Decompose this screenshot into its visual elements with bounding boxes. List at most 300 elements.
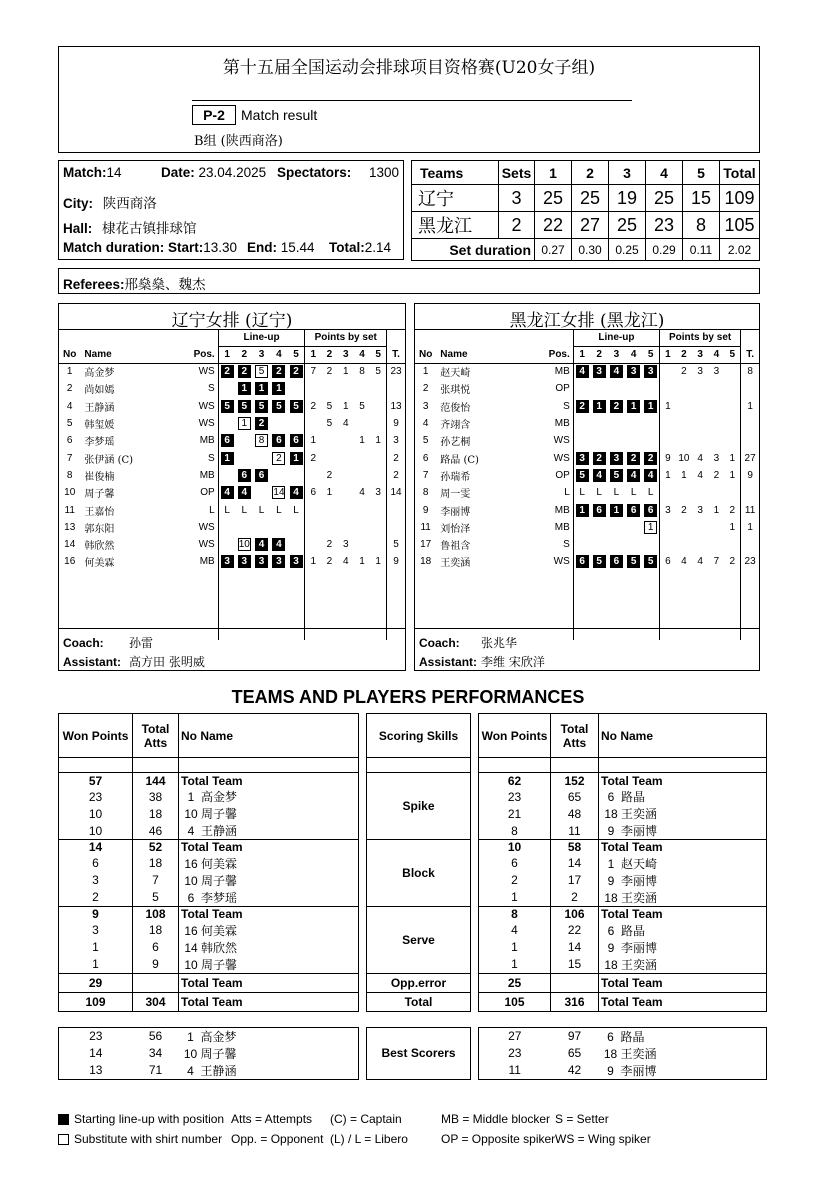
total-points [741,432,759,449]
player-row: 8 周一雯 L L L L L L [415,484,759,501]
libero-mark: L [647,487,654,499]
set-points: 1 [729,469,736,481]
set-points [370,449,386,466]
no-header: No [418,348,433,360]
performance-row: 10 46 4 王静涵 8 11 9 李丽博 [59,822,767,840]
set-number: 5 [375,349,381,360]
set-number: 4 [359,349,365,360]
player-row: 4 齐翊含 MB [415,415,759,432]
player-row: 18 王奕涵 WS 6 5 6 5 5 6 4 4 7 2 23 [415,553,759,570]
starter-position: 2 [290,365,303,378]
player-row: 4 王静涵 WS 5 5 5 5 5 2 5 1 5 13 [59,398,405,415]
legend-row-2: Substitute with shirt number Opp. = Opponent (L) / L = Libero OP = Opposite spiker WS = Wing spiker [58,1132,758,1152]
set-header: 5 [683,161,720,185]
total-row: 109 304 Total Team Total 105 316 Total Team [59,992,767,1011]
set-points [305,380,321,397]
team-a-title: 辽宁女排 (辽宁) [171,311,293,331]
total-header: T. [741,346,759,363]
set-points [692,432,708,449]
substitute-number: 2 [272,452,285,465]
starter-position: 1 [593,400,606,413]
atts-header: Total Atts [551,714,599,758]
set-points [724,536,740,553]
match-line: Match:14 [63,165,122,180]
set-points: 3 [697,504,703,516]
set-points: 2 [305,449,321,466]
set-points [354,536,370,553]
total-points: 11 [741,501,759,518]
starter-position: 2 [576,400,589,413]
libero-mark: L [630,487,637,499]
total-points [741,536,759,553]
total-header: Total [720,161,760,185]
starter-position: 5 [221,400,234,413]
starter-position: 3 [644,365,657,378]
starter-position: 6 [644,504,657,517]
total-points [387,380,405,397]
pos-header: Pos. [548,348,570,360]
starter-square-icon [58,1114,69,1125]
player-row: 7 张伊涵 (C) S 1 2 1 2 2 [59,449,405,466]
set-points: 2 [326,556,333,568]
set-number: 2 [681,349,687,360]
won-header: Won Points [479,714,551,758]
set-points [676,536,692,553]
set-points [354,519,370,536]
starter-position: 2 [627,452,640,465]
substitute-number: 5 [255,365,268,378]
team-a-box [58,303,406,671]
set-points: 4 [697,452,703,464]
team-a-assistant: Assistant: 高方田 张明威 [63,655,205,669]
set-points: 1 [342,366,349,378]
set-points: 7 [713,556,720,568]
starter-position: 2 [255,417,268,430]
atts-header: Total Atts [133,714,179,758]
set-points [370,467,386,484]
total-points: 9 [387,415,405,432]
referees-line: Referees:邢燊燊、魏杰 [63,277,206,293]
noname-header: No Name [179,714,359,758]
set-header: 1 [535,161,572,185]
performance-row: 2 5 6 李梦瑶 1 2 18 王奕涵 [59,889,767,907]
set-points [692,380,708,397]
spectators-label: Spectators: [277,165,352,180]
set-points [692,519,708,536]
starter-position: 5 [627,555,640,568]
total-header: T. [387,346,405,363]
set-number: 3 [697,349,703,360]
starter-position: 6 [627,504,640,517]
set-number: 3 [258,349,265,360]
total-points: 23 [387,363,405,380]
total-points [387,519,405,536]
skill-label: Block [367,840,471,907]
skill-label: Spike [367,773,471,840]
set-number: 5 [293,349,299,360]
performance-row: 3 7 10 周子馨 2 17 9 李丽博 [59,872,767,889]
set-points: 4 [697,469,703,481]
lineup-header: Line-up [218,329,305,346]
total-points [741,380,759,397]
starter-position: 2 [644,452,657,465]
set-points [692,415,708,432]
total-points: 5 [387,536,405,553]
set-points [708,536,724,553]
set-points: 1 [660,467,676,484]
player-row: 9 李丽博 MB 1 6 1 6 6 3 2 3 1 2 11 [415,501,759,518]
set-points [660,484,676,501]
set-points [338,467,354,484]
set-points: 2 [729,556,736,568]
set-points [354,415,370,432]
player-row: 11 刘怡泽 MB 1 1 1 [415,519,759,536]
set-points [370,398,386,415]
starter-position: 5 [290,400,303,413]
set-points [305,501,321,518]
set-number: 1 [660,346,676,363]
starter-position: 1 [221,452,234,465]
starter-position: 4 [644,469,657,482]
set-points: 2 [305,398,321,415]
player-row: 14 韩欣然 WS 10 4 4 2 3 5 [59,536,405,553]
set-points: 4 [359,487,365,499]
starter-position: 2 [593,452,606,465]
total-points: 23 [741,553,759,570]
result-label: Match result [241,107,318,123]
points-header: Points by set [660,329,741,346]
substitute-square-icon [58,1134,69,1145]
set-points [708,415,724,432]
title-rule [192,100,632,101]
player-row: 10 周子馨 OP 4 4 14 4 6 1 4 3 14 [59,484,405,501]
set-points: 1 [729,452,736,464]
set-number: 3 [613,349,620,360]
libero-mark: L [596,487,602,499]
set-points: 1 [342,400,349,412]
team-a-coach: Coach: 孙雷 [63,636,154,650]
set-points [676,484,692,501]
set-points: 2 [681,504,687,516]
set-points: 3 [660,501,676,518]
set-points [338,501,354,518]
starter-position: 5 [644,555,657,568]
skill-label: Serve [367,906,471,973]
best-scorer-row: 14 34 10 周子馨 23 65 18 王奕涵 [59,1045,767,1062]
starter-position: 5 [255,400,268,413]
set-number: 1 [573,346,590,363]
total-points: 9 [741,467,759,484]
set-points [305,415,321,432]
teams-header: Teams [412,161,499,185]
set-points: 1 [326,487,333,499]
starter-position: 1 [238,382,251,395]
total-points: 27 [741,449,759,466]
starter-position: 1 [627,400,640,413]
starter-position: 4 [627,469,640,482]
set-points: 1 [729,521,736,533]
pos-header: Pos. [193,348,215,360]
total-points: 14 [387,484,405,501]
city-line: City: 陕西商洛 [63,196,157,212]
set-points [708,380,724,397]
set-points: 6 [660,553,676,570]
referees-box [58,268,760,294]
set-points [370,501,386,518]
performance-title: TEAMS AND PLAYERS PERFORMANCES [231,687,585,707]
total-points: 1 [741,398,759,415]
set-points [724,363,740,380]
set-points: 4 [342,556,349,568]
team-b-coach: Coach: 张兆华 [419,636,518,650]
performance-row: 1 6 14 韩欣然 1 14 9 李丽博 [59,939,767,956]
set-points [321,432,337,449]
set-points [708,484,724,501]
starter-position: 4 [593,469,606,482]
set-points [660,519,676,536]
set-points: 3 [713,366,720,378]
set-points [305,536,321,553]
set-points [708,432,724,449]
starter-position: 6 [576,555,589,568]
set-points [370,519,386,536]
set-points: 2 [713,469,720,481]
set-points [692,536,708,553]
player-row: 13 郭东阳 WS [59,519,405,536]
starter-position: 1 [290,452,303,465]
total-points: 9 [387,553,405,570]
performance-row: 23 38 1 高金梦 23 65 6 路晶 [59,788,767,805]
noname-header: No Name [599,714,767,758]
performance-row: 3 18 16 何美霖 4 22 6 路晶 [59,922,767,939]
set-points [660,432,676,449]
total-points: 1 [741,519,759,536]
points-header: Points by set [305,329,387,346]
total-points: 2 [387,449,405,466]
player-row: 6 路晶 (C) WS 3 2 3 2 2 9 10 4 3 1 27 [415,449,759,466]
set-number: 4 [276,349,282,360]
starter-position: 3 [576,452,589,465]
set-points: 1 [359,556,365,568]
set-number: 5 [729,349,736,360]
spacer [59,329,218,346]
set-points [660,363,676,380]
set-points [724,432,740,449]
libero-mark: L [293,504,299,516]
set-points: 1 [305,553,321,570]
starter-position: 6 [221,434,234,447]
set-points: 1 [359,435,365,447]
player-row: 1 赵天崎 MB 4 3 4 3 3 2 3 3 8 [415,363,759,380]
performance-row: 10 18 10 周子馨 21 48 18 王奕涵 [59,805,767,822]
starter-position: 5 [576,469,589,482]
starter-position: 6 [290,434,303,447]
set-points [370,415,386,432]
set-points [660,380,676,397]
set-points: 4 [681,556,687,568]
player-row: 16 何美霖 MB 3 3 3 3 3 1 2 4 1 1 9 [59,553,405,570]
player-row: 7 孙瑞希 OP 5 4 5 4 4 1 1 4 2 1 9 [415,467,759,484]
spectators-value: 1300 [369,165,400,180]
set-points [338,449,354,466]
player-row: 2 张琪悦 OP [415,380,759,397]
starter-position: 1 [255,382,268,395]
skills-header: Scoring Skills [367,714,471,758]
group-label: B组 (陕西商洛) [194,134,283,149]
set-points: 8 [359,366,365,378]
set-points [338,519,354,536]
set-points [724,380,740,397]
starter-position: 3 [272,555,285,568]
set-points [338,380,354,397]
starter-position: 3 [290,555,303,568]
hall-line: Hall: 棣花古镇排球馆 [63,221,197,237]
set-points [660,536,676,553]
set-points [338,432,354,449]
set-points [708,519,724,536]
team-b-title: 黑龙江女排 (黑龙江) [509,311,665,331]
result-code: P-2 [192,105,236,125]
set-points [708,398,724,415]
performance-row: 1 9 10 周子馨 1 15 18 王奕涵 [59,956,767,974]
set-header: 4 [646,161,683,185]
date-line: Date: 23.04.2025 [161,165,267,180]
team-a-table [59,329,405,640]
set-points: 1 [660,398,676,415]
set-duration-row: Set duration 0.27 0.30 0.25 0.29 0.11 2.02 [412,239,760,261]
set-number: 4 [630,349,637,360]
starter-position: 3 [221,555,234,568]
total-points: 8 [741,363,759,380]
name-header: Name [84,348,112,360]
set-points: 7 [305,363,321,380]
starter-position: 5 [610,469,623,482]
starter-position: 1 [610,504,623,517]
set-header: 2 [572,161,609,185]
score-row-a: 辽宁 3 25 25 19 25 15 109 [412,185,760,212]
starter-position: 4 [290,486,303,499]
set-points [338,484,354,501]
set-points [676,398,692,415]
duration-line: Match duration: Start:13.30 [63,240,238,255]
libero-mark: L [224,504,230,516]
page-title: 第十五届全国运动会排球项目资格赛(U20女子组) [222,58,596,78]
substitute-number: 10 [238,539,250,551]
set-points: 5 [326,418,333,430]
libero-mark: L [613,487,620,499]
set-points [321,380,337,397]
performance-row: 6 18 16 何美霖 6 14 1 赵天崎 [59,855,767,872]
set-points: 1 [375,556,381,568]
starter-position: 5 [272,400,285,413]
set-points: 2 [326,366,333,378]
set-points [676,519,692,536]
player-row: 1 高金梦 WS 2 2 5 2 2 7 2 1 8 5 23 [59,363,405,380]
legend-row-1: Starting line-up with position Atts = Attempts (C) = Captain MB = Middle blocker S = Setter [58,1112,758,1132]
set-points [676,415,692,432]
player-row: 5 韩玺媛 WS 1 2 5 4 9 [59,415,405,432]
starter-position: 6 [593,504,606,517]
starter-position: 4 [238,486,251,499]
starter-position: 1 [644,400,657,413]
starter-position: 2 [272,365,285,378]
starter-position: 5 [593,555,606,568]
substitute-number: 14 [273,487,285,499]
player-row: 3 范俊怡 S 2 1 2 1 1 1 1 [415,398,759,415]
lineup-header: Line-up [573,329,659,346]
set-points [724,415,740,432]
set-points: 5 [359,400,365,412]
starter-position: 3 [238,555,251,568]
set-points: 1 [713,504,720,516]
set-points [354,501,370,518]
set-number: 2 [241,349,247,360]
starter-position: 1 [272,382,285,395]
sets-header: Sets [499,161,535,185]
starter-position: 3 [593,365,606,378]
total-points: 13 [387,398,405,415]
set-number: 3 [342,349,349,360]
performance-table [58,713,766,1080]
starter-position: 6 [610,555,623,568]
set-points: 6 [305,484,321,501]
starter-position: 6 [238,469,251,482]
no-header: No [63,348,77,360]
best-scorer-row: 13 71 4 王静涵 11 42 9 李丽博 [59,1062,767,1080]
won-header: Won Points [59,714,133,758]
set-points: 3 [342,539,349,551]
set-points [321,501,337,518]
legend [58,1112,758,1152]
set-points [724,484,740,501]
set-points [321,519,337,536]
set-points: 1 [305,432,321,449]
match-info [58,160,404,260]
player-row: 6 李梦瑶 MB 6 8 6 6 1 1 1 3 [59,432,405,449]
set-points: 4 [697,556,703,568]
player-row: 2 尚如嫣 S 1 1 1 [59,380,405,397]
player-row: 8 崔俊楠 MB 6 6 2 2 [59,467,405,484]
set-points [354,449,370,466]
performance-row: 9 108 Total Team Serve 8 106 Total Team [59,906,767,921]
set-points [676,380,692,397]
starter-position: 1 [576,504,589,517]
substitute-number: 1 [238,417,251,430]
player-row: 17 鲁祖含 S [415,536,759,553]
best-scorer-row: 23 56 1 高金梦 Best Scorers 27 97 6 路晶 [59,1027,767,1045]
starter-position: 3 [255,555,268,568]
total-line: Total:2.14 [329,240,392,255]
name-header: Name [440,348,468,360]
substitute-number: 8 [255,434,268,447]
set-number: 5 [647,349,654,360]
set-number: 1 [218,346,235,363]
libero-mark: L [579,487,585,499]
libero-mark: L [241,504,247,516]
team-b-box [414,303,760,671]
set-number: 2 [596,349,602,360]
score-row-b: 黑龙江 2 22 27 25 23 8 105 [412,212,760,239]
libero-mark: L [258,504,265,516]
player-row: 11 王嘉怡 L L L L L L [59,501,405,518]
set-points: 4 [342,418,349,430]
set-points [370,380,386,397]
starter-position: 6 [255,469,268,482]
libero-mark: L [276,504,282,516]
starter-position: 4 [272,538,285,551]
set-points [692,484,708,501]
starter-position: 6 [272,434,285,447]
